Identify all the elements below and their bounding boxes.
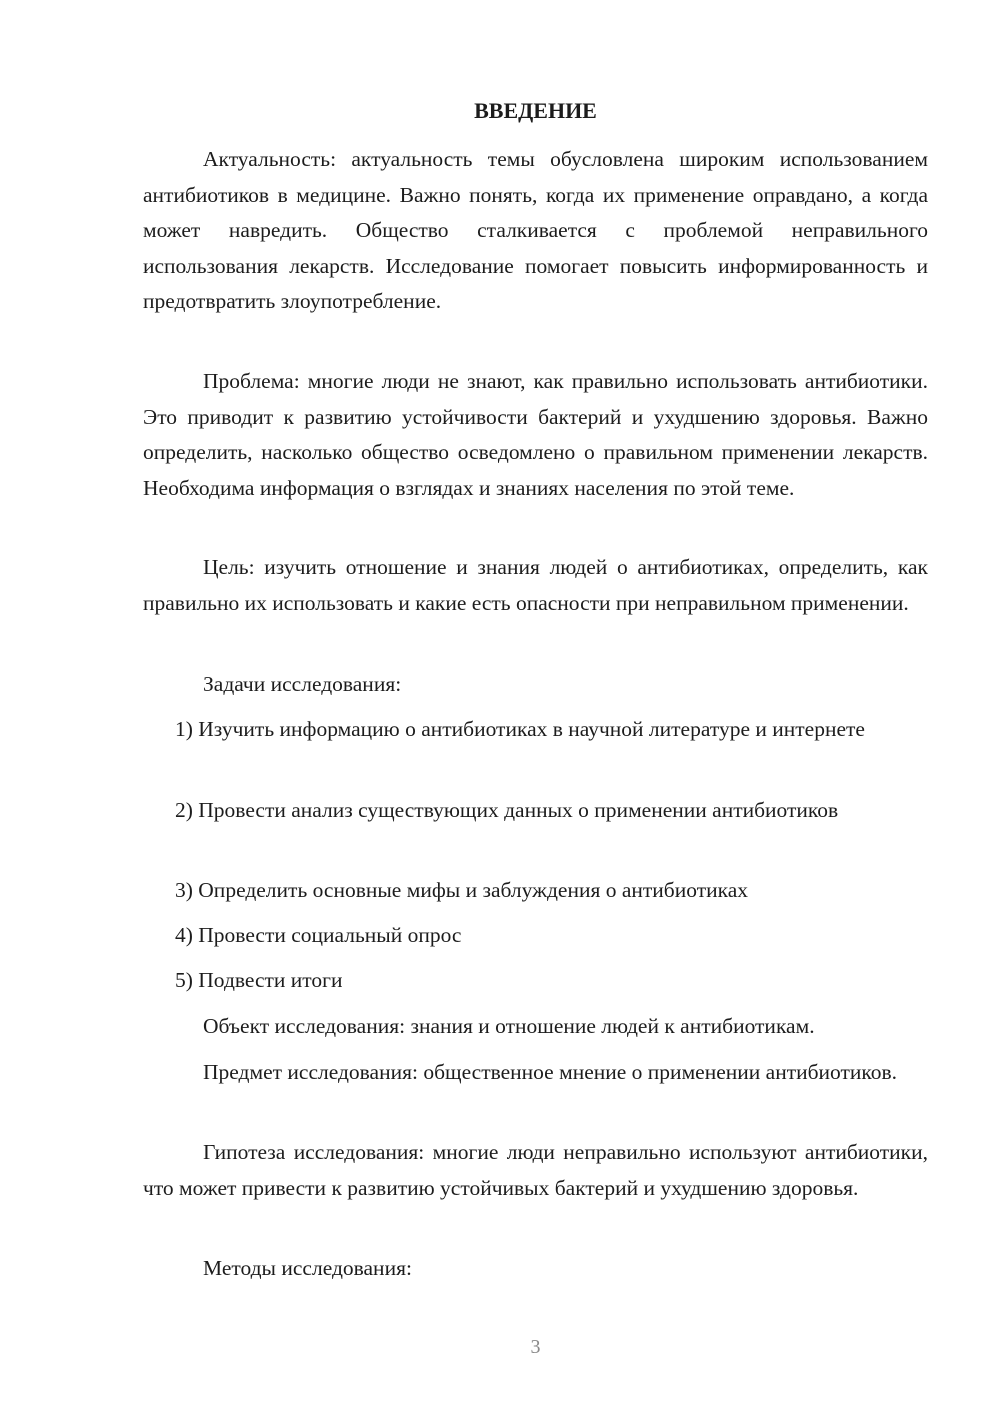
task-item: 3) Определить основные мифы и заблуждения о антибиотиках (175, 878, 749, 902)
section-title: ВВЕДЕНИЕ (474, 98, 597, 123)
task-item: 4) Провести социальный опрос (175, 923, 462, 947)
paragraph-object: Объект исследования: знания и отношение людей к антибиотикам. (203, 1014, 815, 1038)
paragraph-hypothesis: Гипотеза исследования: многие люди неправильно используют антибиотики, что может привести к развитию устойчивых бактерий и ухудшению здоровья. (143, 1140, 928, 1200)
paragraph-goal: Цель: изучить отношение и знания людей о антибиотиках, определить, как правильно их использовать и какие есть опасности при неправильном применении. (143, 555, 928, 615)
document-page (143, 0, 928, 1414)
paragraph-subject: Предмет исследования: общественное мнение о применении антибиотиков. (203, 1060, 898, 1084)
paragraph-problem: Проблема: многие люди не знают, как правильно использовать антибиотики. Это приводит к развитию устойчивости бактерий и ухудшению здоровья. Важно определить, насколько общество осведомлено о правильном применении лекарств. Необходима информация о взглядах и знаниях населения по этой теме. (143, 369, 928, 500)
tasks-heading: Задачи исследования: (203, 672, 402, 696)
page-number: 3 (530, 1336, 541, 1358)
task-item: 2) Провести анализ существующих данных о применении антибиотиков (175, 798, 839, 822)
task-item: 5) Подвести итоги (175, 968, 343, 992)
methods-heading: Методы исследования: (203, 1256, 412, 1280)
task-item: 1) Изучить информацию о антибиотиках в научной литературе и интернете (175, 717, 865, 741)
paragraph-relevance: Актуальность: актуальность темы обусловлена широким использованием антибиотиков в медицине. Важно понять, когда их применение оправдано, а когда может навредить. Общество сталкивается с проблемой неправильного использования лекарств. Исследование помогает повысить информированность и предотвратить злоупотребление. (143, 147, 928, 313)
